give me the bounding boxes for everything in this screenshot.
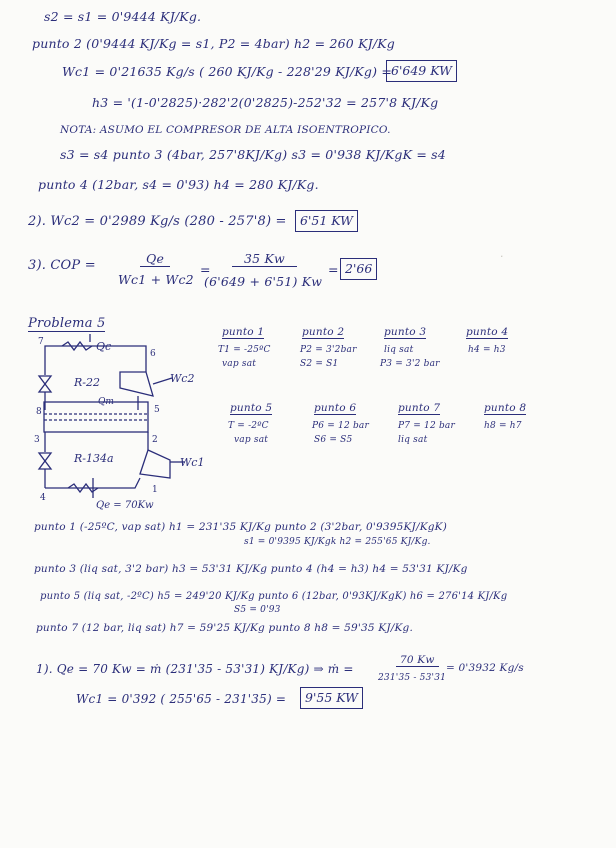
upper-valve-top [39,376,51,384]
state-punto-1-b: vap sat [222,359,257,369]
problem-5-heading: Problema 5 [28,316,106,331]
state-punto-1-a: T1 = -25ºC [218,345,271,355]
cop-equals-2: = [328,262,339,277]
state-punto-4-a: h4 = h3 [468,345,506,355]
state-punto-3-b: P3 = 3'2 bar [380,359,440,369]
line-punto-4: punto 4 (12bar, s4 = 0'93) h4 = 280 KJ/Kg. [38,177,319,192]
cop-den-value: (6'649 + 6'51) Kw [204,274,323,289]
mass-flow-denominator: 231'35 - 53'31 [378,673,447,683]
line-cop-label: 3). COP = [28,258,96,273]
node-8: 8 [36,407,42,417]
state-punto-3-title: punto 3 [384,326,427,338]
state-punto-6-a: P6 = 12 bar [312,421,369,431]
state-punto-6-b: S6 = S5 [314,435,353,445]
state-punto-2-b: S2 = S1 [300,359,339,369]
node-4: 4 [40,493,46,503]
cop-equals-1: = [200,262,211,277]
line-wc1-calc: Wc1 = 0'21635 Kg/s ( 260 KJ/Kg - 228'29 KJ/Kg) = [62,64,393,79]
line-s1-h2: s1 = 0'9395 KJ/Kgk h2 = 255'65 KJ/Kg. [244,537,431,547]
state-punto-2-a: P2 = 3'2bar [300,345,357,355]
line-note-compressor: NOTA: ASUMO EL COMPRESOR DE ALTA ISOENTROPICO. [60,124,391,136]
line-punto-5-enthalpy: punto 5 (liq sat, -2ºC) h5 = 249'20 KJ/Kg punto 6 (12bar, 0'93KJ/KgK) h6 = 276'14 KJ/Kg [40,591,508,602]
cascade-heat-exchanger [44,402,148,432]
state-punto-7-title: punto 7 [398,402,441,414]
upper-valve-bottom [39,384,51,392]
label-wc1: Wc1 [180,456,205,469]
line-qe-balance: 1). Qe = 70 Kw = ṁ (231'35 - 53'31) KJ/Kg) ⇒ ṁ = [36,662,354,676]
label-qe: Qe = 70Kw [96,500,154,511]
state-punto-3-a: liq sat [384,345,414,355]
line-wc1-problem5: Wc1 = 0'392 ( 255'65 - 231'35) = [76,692,287,706]
state-punto-5-title: punto 5 [230,402,273,414]
label-qc: Qc [96,340,112,353]
state-punto-4-title: punto 4 [466,326,509,338]
node-6: 6 [150,349,156,359]
state-punto-8-a: h8 = h7 [484,421,522,431]
compressor-high [120,372,153,396]
boxed-result-wc1: 6'649 KW [386,60,457,82]
line-punto-3-enthalpy: punto 3 (liq sat, 3'2 bar) h3 = 53'31 KJ/Kg punto 4 (h4 = h3) h4 = 53'31 KJ/Kg [34,563,468,575]
state-punto-7-a: P7 = 12 bar [398,421,455,431]
state-punto-2-title: punto 2 [302,326,345,338]
node-3: 3 [34,435,40,445]
compressor-low [140,450,170,478]
label-r22: R-22 [74,376,100,389]
line-h3-calc: h3 = '(1-0'2825)·282'2(0'2825)-252'32 = 257'8 KJ/Kg [92,95,439,110]
cop-numerator: Qe [140,251,170,267]
line-punto-7-enthalpy: punto 7 (12 bar, liq sat) h7 = 59'25 KJ/Kg punto 8 h8 = 59'35 KJ/Kg. [36,622,413,634]
mass-flow-numerator: 70 Kw [396,654,439,667]
label-qm: Qm [98,397,114,407]
line-wc2-calc: 2). Wc2 = 0'2989 Kg/s (280 - 257'8) = [28,214,287,229]
state-punto-8-title: punto 8 [484,402,527,414]
node-1: 1 [152,485,158,495]
cop-denominator: Wc1 + Wc2 [118,272,194,287]
mass-flow-result: = 0'3932 Kg/s [446,662,524,674]
node-5: 5 [154,405,160,415]
line-s3-s4: s3 = s4 punto 3 (4bar, 257'8KJ/Kg) s3 = 0'938 KJ/KgK = s4 [60,147,446,162]
label-r134a: R-134a [74,452,114,465]
line-punto-1-enthalpy: punto 1 (-25ºC, vap sat) h1 = 231'35 KJ/Kg punto 2 (3'2bar, 0'9395KJ/KgK) [34,521,448,533]
boxed-result-wc2: 6'51 KW [295,210,358,232]
line-punto-2: punto 2 (0'9444 KJ/Kg = s1, P2 = 4bar) h2 = 260 KJ/Kg [32,36,396,51]
state-punto-5-a: T = -2ºC [228,421,269,431]
line-entropy-s2: s2 = s1 = 0'9444 KJ/Kg. [44,9,202,24]
lower-valve-bottom [39,461,51,469]
lower-valve-top [39,453,51,461]
cop-num-value: 35 Kw [232,251,297,267]
boxed-result-wc1-problem5: 9'55 KW [300,687,363,709]
state-punto-7-b: liq sat [398,435,428,445]
state-punto-6-title: punto 6 [314,402,357,414]
node-7: 7 [38,337,44,347]
node-2: 2 [152,435,158,445]
state-punto-5-b: vap sat [234,435,269,445]
boxed-result-cop: 2'66 [340,258,377,280]
bleed-through-mark: · [500,250,504,263]
label-wc2: Wc2 [170,372,195,385]
line-s5: S5 = 0'93 [234,605,281,615]
state-punto-1-title: punto 1 [222,326,265,338]
